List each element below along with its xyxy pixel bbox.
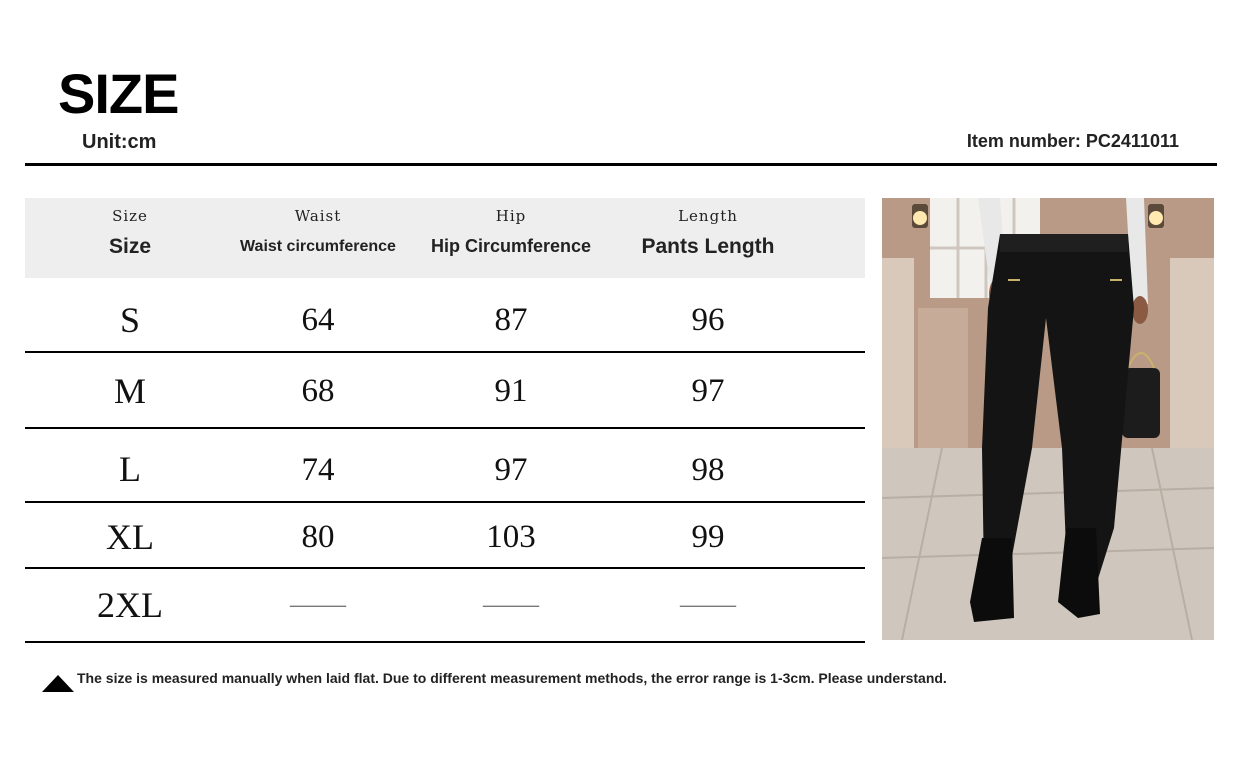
product-photo [882, 198, 1214, 640]
length-cell: —— [680, 589, 736, 620]
waist-cell: 64 [301, 302, 335, 338]
header-waist-long: Waist circumference [240, 238, 396, 255]
size-cell: XL [106, 517, 154, 557]
measurement-note: The size is measured manually when laid flat. Due to different measurement methods, the error range is 1-3cm. Please understand. [77, 670, 947, 686]
size-title: SIZE [58, 62, 179, 125]
hip-cell: 97 [494, 452, 528, 488]
length-cell: 96 [691, 302, 725, 338]
table-row [25, 569, 865, 643]
table-row [25, 503, 865, 569]
table-row [25, 353, 865, 429]
size-table [25, 198, 865, 643]
hip-cell: 87 [494, 302, 528, 338]
unit-label: Unit:cm [82, 131, 157, 153]
header-size-long: Size [108, 235, 152, 258]
length-cell: 99 [691, 519, 725, 555]
waist-cell: 68 [301, 373, 335, 409]
header-length-long: Pants Length [641, 235, 775, 258]
waist-cell: 74 [301, 452, 335, 488]
header-size-short: Size [112, 207, 148, 225]
table-row [25, 278, 865, 353]
size-cell: M [113, 371, 146, 411]
top-divider [25, 163, 1217, 166]
header-waist-short: Waist [294, 207, 342, 225]
table-row [25, 429, 865, 503]
size-cell: 2XL [97, 585, 163, 625]
header-length-short: Length [678, 207, 738, 225]
waist-cell: 80 [301, 519, 335, 555]
item-number: Item number: PC2411011 [966, 131, 1179, 151]
header-hip-short: Hip [495, 207, 527, 225]
length-cell: 98 [691, 452, 725, 488]
hip-cell: 91 [494, 373, 528, 409]
length-cell: 97 [691, 373, 725, 409]
size-cell: L [119, 449, 141, 489]
waist-cell: —— [290, 589, 346, 620]
warning-triangle-icon [42, 675, 74, 692]
hip-cell: 103 [486, 519, 536, 555]
hip-cell: —— [483, 589, 539, 620]
header-hip-long: Hip Circumference [430, 236, 592, 256]
size-cell: S [119, 300, 141, 340]
table-header [25, 198, 865, 278]
